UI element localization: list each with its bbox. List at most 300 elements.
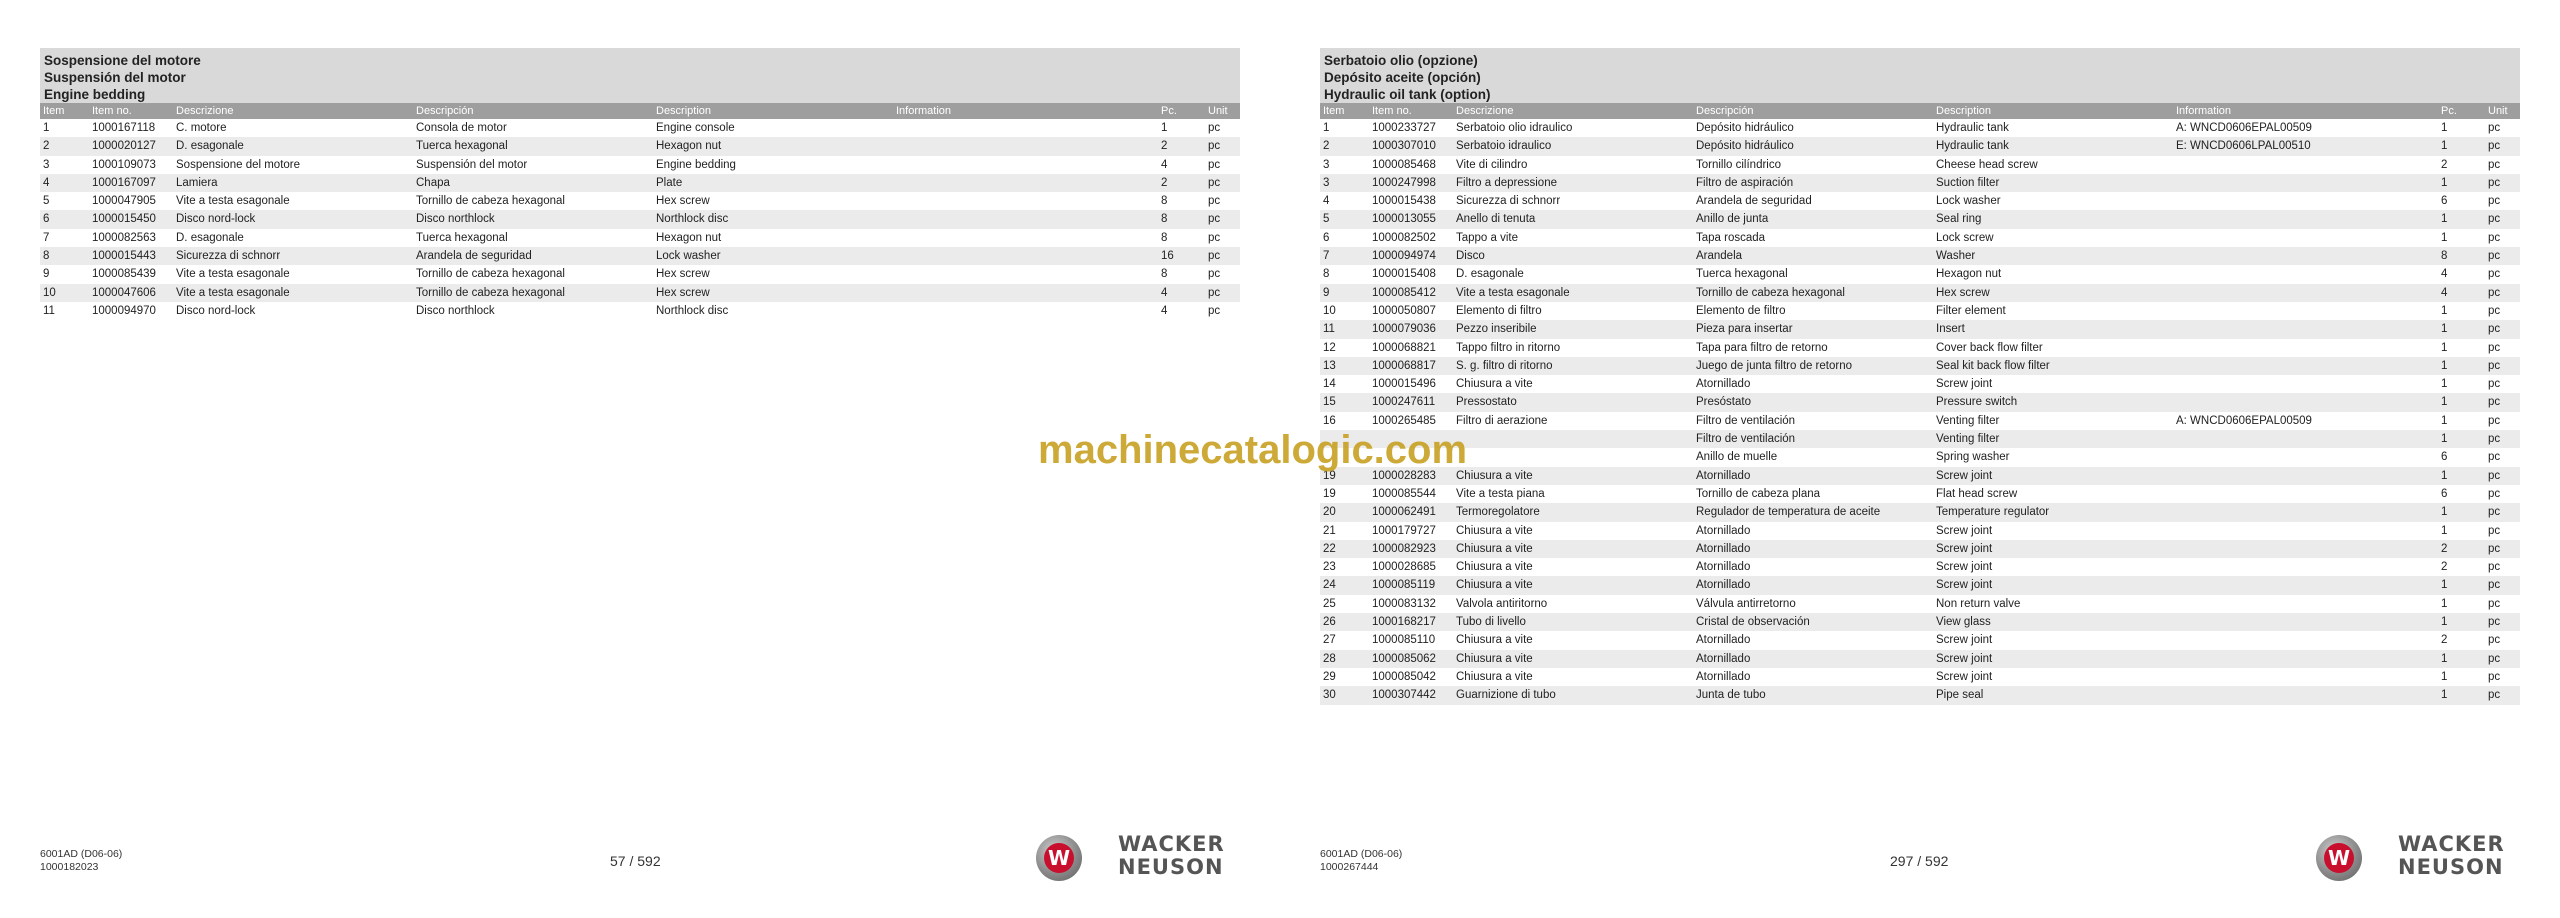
cell-unit: pc	[2485, 156, 2520, 174]
cell-descripcion: Presóstato	[1693, 393, 1933, 411]
table-row	[1320, 613, 2520, 631]
cell-information	[2173, 485, 2438, 503]
cell-pc: 4	[2438, 265, 2485, 283]
cell-description: Venting filter	[1933, 412, 2173, 430]
table-row	[40, 229, 1240, 247]
cell-item: 20	[1320, 503, 1369, 521]
cell-item: 30	[1320, 686, 1369, 704]
cell-item: 9	[1320, 284, 1369, 302]
cell-description: Screw joint	[1933, 631, 2173, 649]
cell-description: Non return valve	[1933, 595, 2173, 613]
logo-line-2: NEUSON	[2398, 855, 2504, 879]
column-header-information: Information	[893, 103, 1158, 119]
cell-unit: pc	[2485, 558, 2520, 576]
cell-item-no: 1000247611	[1369, 393, 1453, 411]
cell-unit: pc	[2485, 119, 2520, 137]
cell-unit: pc	[2485, 137, 2520, 155]
table-row	[1320, 265, 2520, 283]
cell-descripcion: Cristal de observación	[1693, 613, 1933, 631]
table-row	[1320, 339, 2520, 357]
cell-unit: pc	[2485, 668, 2520, 686]
cell-descrizione	[1453, 430, 1693, 448]
table-row	[1320, 210, 2520, 228]
cell-descripcion: Tornillo de cabeza plana	[1693, 485, 1933, 503]
cell-descrizione: D. esagonale	[1453, 265, 1693, 283]
cell-descripcion: Arandela	[1693, 247, 1933, 265]
cell-descripcion: Filtro de aspiración	[1693, 174, 1933, 192]
logo-line-2: NEUSON	[1118, 855, 1224, 879]
cell-item-no: 1000085042	[1369, 668, 1453, 686]
cell-item-no: 1000015408	[1369, 265, 1453, 283]
cell-item-no: 1000233727	[1369, 119, 1453, 137]
cell-descripcion: Atornillado	[1693, 576, 1933, 594]
cell-pc: 4	[1158, 156, 1205, 174]
cell-descrizione: Tubo di livello	[1453, 613, 1693, 631]
table-row	[1320, 485, 2520, 503]
cell-description: Lock washer	[653, 247, 893, 265]
table-row	[1320, 393, 2520, 411]
cell-descripcion: Pieza para insertar	[1693, 320, 1933, 338]
cell-descrizione: Vite a testa esagonale	[1453, 284, 1693, 302]
cell-information: E: WNCD0606LPAL00510	[2173, 137, 2438, 155]
title-line-en: Engine bedding	[44, 87, 146, 102]
cell-item: 8	[40, 247, 89, 265]
cell-descrizione: Sospensione del motore	[173, 156, 413, 174]
table-row	[1320, 320, 2520, 338]
column-header-descripcion: Descripción	[413, 103, 653, 119]
cell-unit: pc	[1205, 302, 1240, 320]
cell-pc: 1	[2438, 430, 2485, 448]
cell-information	[893, 156, 1158, 174]
cell-unit: pc	[2485, 576, 2520, 594]
cell-information	[2173, 668, 2438, 686]
cell-item: 26	[1320, 613, 1369, 631]
cell-pc: 6	[2438, 192, 2485, 210]
cell-information	[893, 247, 1158, 265]
page-footer	[1320, 832, 2520, 918]
cell-descripcion: Tornillo de cabeza hexagonal	[413, 284, 653, 302]
cell-descrizione: Anello di tenuta	[1453, 210, 1693, 228]
cell-information	[2173, 686, 2438, 704]
table-row	[1320, 540, 2520, 558]
cell-descrizione: Vite a testa esagonale	[173, 192, 413, 210]
cell-information	[2173, 247, 2438, 265]
cell-description: Northlock disc	[653, 302, 893, 320]
cell-descrizione: Vite a testa esagonale	[173, 265, 413, 283]
cell-pc: 1	[2438, 210, 2485, 228]
column-header-descripcion: Descripción	[1693, 103, 1933, 119]
cell-information	[2173, 540, 2438, 558]
cell-unit: pc	[2485, 448, 2520, 466]
cell-descrizione: Disco nord-lock	[173, 210, 413, 228]
cell-item: 6	[40, 210, 89, 228]
table-row	[1320, 156, 2520, 174]
table-row	[1320, 595, 2520, 613]
cell-pc: 1	[2438, 320, 2485, 338]
table-row	[1320, 686, 2520, 704]
cell-description: Hex screw	[653, 284, 893, 302]
cell-information	[893, 174, 1158, 192]
cell-item-no: 1000047905	[89, 192, 173, 210]
title-line-it: Sospensione del motore	[44, 53, 201, 68]
cell-description: Engine bedding	[653, 156, 893, 174]
cell-item: 8	[1320, 265, 1369, 283]
table-row	[1320, 229, 2520, 247]
table-row	[40, 302, 1240, 320]
cell-descripcion: Depósito hidráulico	[1693, 119, 1933, 137]
cell-item: 11	[1320, 320, 1369, 338]
cell-pc: 1	[2438, 467, 2485, 485]
cell-description: Seal ring	[1933, 210, 2173, 228]
cell-information	[893, 302, 1158, 320]
cell-item: 5	[1320, 210, 1369, 228]
cell-description: Filter element	[1933, 302, 2173, 320]
cell-item-no: 1000109073	[89, 156, 173, 174]
cell-pc: 1	[2438, 119, 2485, 137]
cell-item-no: 1000247998	[1369, 174, 1453, 192]
cell-item-no: 1000085110	[1369, 631, 1453, 649]
cell-item-no: 1000050807	[1369, 302, 1453, 320]
table-row	[40, 265, 1240, 283]
cell-pc: 1	[2438, 302, 2485, 320]
cell-descripcion: Depósito hidráulico	[1693, 137, 1933, 155]
cell-pc: 1	[2438, 668, 2485, 686]
cell-description: Hex screw	[653, 265, 893, 283]
cell-item-no: 1000082563	[89, 229, 173, 247]
logo-line-1: WACKER	[2398, 832, 2505, 856]
cell-descripcion: Tapa roscada	[1693, 229, 1933, 247]
cell-unit: pc	[2485, 522, 2520, 540]
cell-pc: 2	[2438, 540, 2485, 558]
parts-table	[40, 103, 1240, 320]
cell-description: Hex screw	[653, 192, 893, 210]
cell-information	[2173, 558, 2438, 576]
cell-descrizione: Tappo a vite	[1453, 229, 1693, 247]
cell-pc: 1	[2438, 576, 2485, 594]
table-row	[40, 210, 1240, 228]
cell-pc: 1	[2438, 650, 2485, 668]
cell-pc: 1	[2438, 229, 2485, 247]
cell-item-no: 1000068821	[1369, 339, 1453, 357]
cell-description: View glass	[1933, 613, 2173, 631]
cell-description: Washer	[1933, 247, 2173, 265]
cell-information	[2173, 265, 2438, 283]
title-line-es: Suspensión del motor	[44, 70, 186, 85]
cell-item: 21	[1320, 522, 1369, 540]
cell-item: 4	[40, 174, 89, 192]
cell-descrizione: Vite a testa piana	[1453, 485, 1693, 503]
cell-descrizione: Elemento di filtro	[1453, 302, 1693, 320]
cell-description: Lock washer	[1933, 192, 2173, 210]
cell-unit: pc	[1205, 284, 1240, 302]
cell-item: 2	[1320, 137, 1369, 155]
cell-information	[2173, 229, 2438, 247]
cell-descripcion: Tuerca hexagonal	[413, 229, 653, 247]
cell-description: Hydraulic tank	[1933, 137, 2173, 155]
cell-descripcion: Suspensión del motor	[413, 156, 653, 174]
cell-descrizione: Serbatoio idraulico	[1453, 137, 1693, 155]
cell-item: 22	[1320, 540, 1369, 558]
cell-item-no: 1000094970	[89, 302, 173, 320]
cell-item-no: 1000265485	[1369, 412, 1453, 430]
table-row	[40, 137, 1240, 155]
cell-description: Screw joint	[1933, 467, 2173, 485]
cell-item-no: 1000015496	[1369, 375, 1453, 393]
cell-item-no: 1000307010	[1369, 137, 1453, 155]
cell-information	[2173, 302, 2438, 320]
cell-unit: pc	[2485, 613, 2520, 631]
cell-item-no: 1000047606	[89, 284, 173, 302]
parts-table	[1320, 103, 2520, 705]
cell-descripcion: Tuerca hexagonal	[1693, 265, 1933, 283]
cell-item-no: 1000085412	[1369, 284, 1453, 302]
cell-information	[2173, 448, 2438, 466]
cell-description: Hex screw	[1933, 284, 2173, 302]
cell-information	[2173, 339, 2438, 357]
cell-description: Screw joint	[1933, 375, 2173, 393]
watermark: machinecatalogic.com	[1038, 428, 1468, 472]
cell-item-no: 1000082502	[1369, 229, 1453, 247]
cell-pc: 2	[2438, 156, 2485, 174]
table-row	[1320, 631, 2520, 649]
cell-descrizione: Chiusura a vite	[1453, 650, 1693, 668]
logo-mark-letter: W	[1044, 843, 1074, 873]
column-header-item-no: Item no.	[1369, 103, 1453, 119]
cell-information	[2173, 210, 2438, 228]
cell-item-no: 1000307442	[1369, 686, 1453, 704]
cell-descripcion: Atornillado	[1693, 540, 1933, 558]
cell-descripcion: Tuerca hexagonal	[413, 137, 653, 155]
cell-descripcion: Atornillado	[1693, 522, 1933, 540]
cell-item: 12	[1320, 339, 1369, 357]
cell-information	[2173, 174, 2438, 192]
cell-descrizione: Filtro di aerazione	[1453, 412, 1693, 430]
column-header-item: Item	[40, 103, 89, 119]
cell-item-no: 1000015438	[1369, 192, 1453, 210]
cell-descripcion: Válvula antirretorno	[1693, 595, 1933, 613]
cell-information	[2173, 576, 2438, 594]
cell-item-no: 1000028685	[1369, 558, 1453, 576]
table-row	[40, 247, 1240, 265]
cell-pc: 4	[1158, 284, 1205, 302]
cell-pc: 8	[1158, 265, 1205, 283]
cell-information	[2173, 503, 2438, 521]
cell-item: 27	[1320, 631, 1369, 649]
right-page	[1320, 48, 2520, 878]
cell-description: Hexagon nut	[653, 137, 893, 155]
cell-unit: pc	[2485, 339, 2520, 357]
cell-descrizione	[1453, 448, 1693, 466]
cell-item-no: 1000085119	[1369, 576, 1453, 594]
table-row	[1320, 137, 2520, 155]
table-row	[1320, 284, 2520, 302]
cell-descrizione: Vite a testa esagonale	[173, 284, 413, 302]
cell-descripcion: Tornillo de cabeza hexagonal	[413, 192, 653, 210]
cell-pc: 1	[2438, 357, 2485, 375]
cell-description: Cheese head screw	[1933, 156, 2173, 174]
cell-descripcion: Filtro de ventilación	[1693, 412, 1933, 430]
cell-pc: 1	[2438, 595, 2485, 613]
cell-information	[893, 119, 1158, 137]
cell-item: 25	[1320, 595, 1369, 613]
cell-item-no: 1000085439	[89, 265, 173, 283]
cell-descrizione: Chiusura a vite	[1453, 522, 1693, 540]
cell-item-no: 1000082923	[1369, 540, 1453, 558]
doc-number: 1000267444	[1320, 861, 1379, 873]
cell-pc: 1	[2438, 412, 2485, 430]
cell-descrizione: S. g. filtro di ritorno	[1453, 357, 1693, 375]
cell-item: 9	[40, 265, 89, 283]
cell-pc: 8	[1158, 210, 1205, 228]
cell-descripcion: Tornillo de cabeza hexagonal	[1693, 284, 1933, 302]
cell-description: Flat head screw	[1933, 485, 2173, 503]
document-id	[40, 848, 122, 874]
doc-code: 6001AD (D06-06)	[1320, 848, 1403, 860]
cell-description: Northlock disc	[653, 210, 893, 228]
cell-descripcion: Atornillado	[1693, 668, 1933, 686]
cell-descrizione: Disco	[1453, 247, 1693, 265]
cell-unit: pc	[1205, 229, 1240, 247]
cell-unit: pc	[2485, 686, 2520, 704]
cell-information: A: WNCD0606EPAL00509	[2173, 119, 2438, 137]
cell-unit: pc	[2485, 540, 2520, 558]
cell-item: 7	[1320, 247, 1369, 265]
cell-pc: 2	[1158, 174, 1205, 192]
table-header-row	[40, 103, 1240, 119]
cell-pc: 1	[2438, 522, 2485, 540]
cell-pc: 6	[2438, 448, 2485, 466]
cell-unit: pc	[2485, 430, 2520, 448]
cell-item-no: 1000015450	[89, 210, 173, 228]
cell-item-no: 1000062491	[1369, 503, 1453, 521]
cell-description: Lock screw	[1933, 229, 2173, 247]
table-row	[1320, 576, 2520, 594]
cell-pc: 2	[1158, 137, 1205, 155]
cell-unit: pc	[2485, 485, 2520, 503]
cell-item: 1	[1320, 119, 1369, 137]
cell-descrizione: Chiusura a vite	[1453, 375, 1693, 393]
cell-description: Screw joint	[1933, 668, 2173, 686]
cell-descripcion: Tapa para filtro de retorno	[1693, 339, 1933, 357]
cell-pc: 4	[1158, 302, 1205, 320]
cell-information	[2173, 357, 2438, 375]
cell-unit: pc	[2485, 284, 2520, 302]
cell-item: 1	[40, 119, 89, 137]
cell-descripcion: Tornillo cilíndrico	[1693, 156, 1933, 174]
cell-unit: pc	[1205, 247, 1240, 265]
cell-item-no: 1000068817	[1369, 357, 1453, 375]
logo-mark-icon	[2316, 835, 2362, 881]
cell-descripcion: Atornillado	[1693, 558, 1933, 576]
cell-descrizione: Valvola antiritorno	[1453, 595, 1693, 613]
cell-description: Pipe seal	[1933, 686, 2173, 704]
cell-pc: 1	[2438, 375, 2485, 393]
cell-item-no: 1000168217	[1369, 613, 1453, 631]
cell-unit: pc	[2485, 595, 2520, 613]
cell-information	[2173, 522, 2438, 540]
cell-descripcion: Atornillado	[1693, 375, 1933, 393]
cell-information	[2173, 192, 2438, 210]
cell-item: 29	[1320, 668, 1369, 686]
cell-description: Screw joint	[1933, 558, 2173, 576]
cell-item: 19	[1320, 467, 1369, 485]
brand-logo	[2316, 833, 2520, 883]
cell-pc: 2	[2438, 558, 2485, 576]
cell-information	[2173, 430, 2438, 448]
cell-pc: 1	[2438, 137, 2485, 155]
cell-pc: 8	[2438, 247, 2485, 265]
cell-item-no: 1000013055	[1369, 210, 1453, 228]
cell-unit: pc	[1205, 265, 1240, 283]
cell-descripcion: Consola de motor	[413, 119, 653, 137]
cell-item-no: 1000085468	[1369, 156, 1453, 174]
cell-pc: 1	[2438, 339, 2485, 357]
title-line-en: Hydraulic oil tank (option)	[1324, 87, 1491, 102]
cell-pc: 1	[1158, 119, 1205, 137]
cell-item-no: 1000015443	[89, 247, 173, 265]
cell-item: 10	[40, 284, 89, 302]
cell-unit: pc	[2485, 192, 2520, 210]
cell-descrizione: Pressostato	[1453, 393, 1693, 411]
cell-information	[2173, 393, 2438, 411]
cell-item: 16	[1320, 412, 1369, 430]
cell-unit: pc	[1205, 192, 1240, 210]
cell-unit: pc	[1205, 119, 1240, 137]
cell-item: 11	[40, 302, 89, 320]
doc-number: 1000182023	[40, 861, 99, 873]
cell-item: 24	[1320, 576, 1369, 594]
cell-descrizione: D. esagonale	[173, 137, 413, 155]
cell-item: 3	[40, 156, 89, 174]
column-header-descrizione: Descrizione	[173, 103, 413, 119]
cell-pc: 1	[2438, 174, 2485, 192]
logo-line-1: WACKER	[1118, 832, 1225, 856]
column-header-description: Description	[653, 103, 893, 119]
cell-description: Hydraulic tank	[1933, 119, 2173, 137]
column-header-pc: Pc.	[1158, 103, 1205, 119]
cell-pc: 16	[1158, 247, 1205, 265]
cell-pc: 1	[2438, 613, 2485, 631]
table-row	[40, 174, 1240, 192]
section-title	[40, 48, 1240, 103]
cell-descripcion: Atornillado	[1693, 650, 1933, 668]
cell-item-no: 1000083132	[1369, 595, 1453, 613]
cell-descrizione: D. esagonale	[173, 229, 413, 247]
column-header-pc: Pc.	[2438, 103, 2485, 119]
cell-descrizione: Chiusura a vite	[1453, 631, 1693, 649]
cell-descripcion: Tornillo de cabeza hexagonal	[413, 265, 653, 283]
column-header-information: Information	[2173, 103, 2438, 119]
cell-item: 4	[1320, 192, 1369, 210]
cell-item: 10	[1320, 302, 1369, 320]
cell-descrizione: Guarnizione di tubo	[1453, 686, 1693, 704]
cell-descripcion: Disco northlock	[413, 210, 653, 228]
cell-unit: pc	[2485, 265, 2520, 283]
cell-description: Screw joint	[1933, 650, 2173, 668]
cell-descrizione: Chiusura a vite	[1453, 467, 1693, 485]
cell-descrizione: Termoregolatore	[1453, 503, 1693, 521]
table-row	[40, 119, 1240, 137]
cell-item: 5	[40, 192, 89, 210]
cell-descrizione: Tappo filtro in ritorno	[1453, 339, 1693, 357]
cell-unit: pc	[2485, 393, 2520, 411]
table-row	[1320, 430, 2520, 448]
cell-descrizione: C. motore	[173, 119, 413, 137]
cell-pc: 4	[2438, 284, 2485, 302]
cell-item-no: 1000085544	[1369, 485, 1453, 503]
cell-description: Pressure switch	[1933, 393, 2173, 411]
logo-mark-icon	[1036, 835, 1082, 881]
